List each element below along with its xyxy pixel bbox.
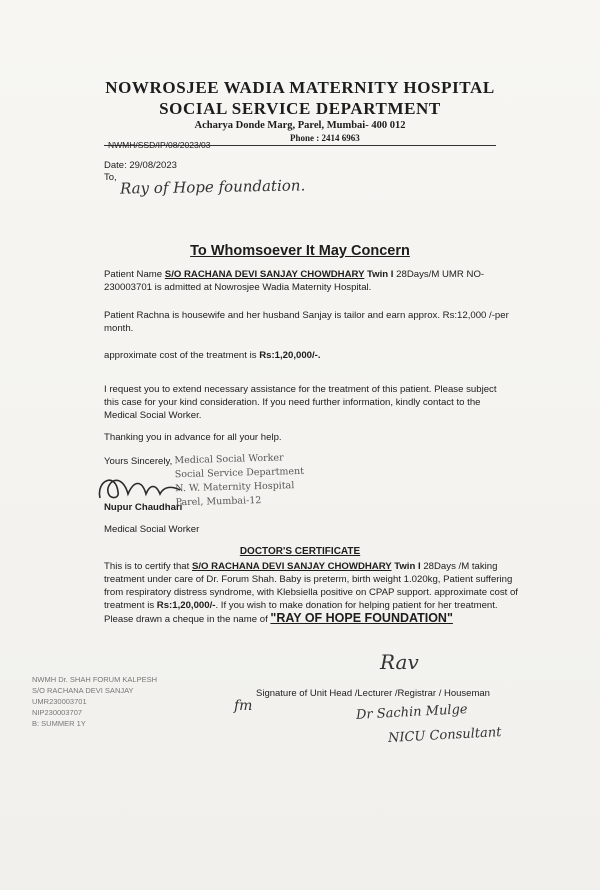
cost-amount: Rs:1,20,000/-.: [259, 350, 321, 361]
stamp-line: Social Service Department: [174, 465, 305, 481]
patient-details: 28Days/M UMR NO-230003701 is admitted at Nowrosjee Wadia Maternity Hospital.: [104, 269, 485, 293]
cheque-payee: "RAY OF HOPE FOUNDATION": [270, 611, 453, 625]
thanks-paragraph: Thanking you in advance for all your help.: [104, 432, 282, 443]
hospital-name: NOWROSJEE WADIA MATERNITY HOSPITAL: [105, 78, 495, 97]
signatory-name: Nupur Chaudhari: [104, 502, 183, 513]
cost-label: approximate cost of the treatment is: [104, 350, 260, 361]
handwritten-initial: fm: [234, 698, 253, 714]
cert-body-2: . If you wish to make donation for helping patient for her treatment. Please drawn a cheque in the name of: [104, 600, 498, 625]
letter-title: To Whomsoever It May Concern: [190, 243, 410, 259]
cert-amount: Rs:1,20,000/-: [156, 600, 216, 611]
sticker-line: B: SUMMER 1Y: [32, 719, 86, 728]
sticker-line: S/O RACHANA DEVI SANJAY: [32, 686, 134, 695]
patient-twin: Twin I: [364, 269, 394, 280]
letter-date: Date: 29/08/2023: [104, 160, 177, 171]
family-paragraph: Patient Rachna is housewife and her husband Sanjay is tailor and earn approx. Rs:12,000 /-per month.: [104, 310, 509, 334]
cert-prefix: This is to certify that: [104, 561, 192, 572]
reference-number: NWMH/SSD/IP/08/2023/03: [108, 140, 211, 150]
stamp-line: Parel, Mumbai-12: [175, 495, 262, 509]
signatory-role: Medical Social Worker: [104, 524, 200, 535]
to-label: To,: [104, 172, 117, 183]
patient-name: S/O RACHANA DEVI SANJAY CHOWDHARY: [164, 269, 365, 280]
closing-text: Yours Sincerely,: [104, 456, 173, 467]
stamp-line: N. W. Maternity Hospital: [175, 480, 295, 495]
patient-label: Patient Name: [104, 269, 165, 280]
doctor-handwritten-name: Dr Sachin Mulge: [355, 702, 468, 723]
cert-body: 28Days /M taking treatment under care of Dr. Forum Shah. Baby is preterm, birth weight 1.020kg, Patient suffering from respiratory distress syndrome, with Klebsiella positive on CPAP support. approximate cost of treatment is: [104, 561, 518, 611]
request-paragraph: I request you to extend necessary assistance for the treatment of this patient. Please subject this case for your kind consideration. If you need further information, kindly contact to the Medical Social Worker.: [104, 384, 497, 421]
handwritten-recipient: Ray of Hope foundation.: [119, 176, 306, 198]
unit-head-signature: Rav: [380, 650, 419, 674]
cost-paragraph: [104, 349, 509, 362]
hospital-address: Acharya Donde Marg, Parel, Mumbai- 400 012: [194, 120, 406, 131]
certificate-paragraph: [104, 560, 524, 626]
patient-paragraph: [104, 268, 509, 294]
doctor-handwritten-role: NICU Consultant: [387, 725, 502, 746]
cert-twin: Twin I: [391, 561, 421, 572]
cert-patient-name: S/O RACHANA DEVI SANJAY CHOWDHARY: [191, 561, 392, 572]
sticker-line: NWMH Dr. SHAH FORUM KALPESH: [32, 675, 158, 684]
department-name: SOCIAL SERVICE DEPARTMENT: [159, 99, 441, 118]
stamp-line: Medical Social Worker: [174, 452, 284, 467]
hospital-phone: Phone : 2414 6963: [290, 133, 360, 143]
patient-label-sticker: [32, 674, 157, 729]
certificate-title: DOCTOR'S CERTIFICATE: [239, 546, 361, 557]
signature-caption: Signature of Unit Head /Lecturer /Registrar / Houseman: [256, 688, 490, 699]
sticker-line: NIP230003707: [32, 708, 83, 717]
sticker-line: UMR230003701: [32, 697, 87, 706]
